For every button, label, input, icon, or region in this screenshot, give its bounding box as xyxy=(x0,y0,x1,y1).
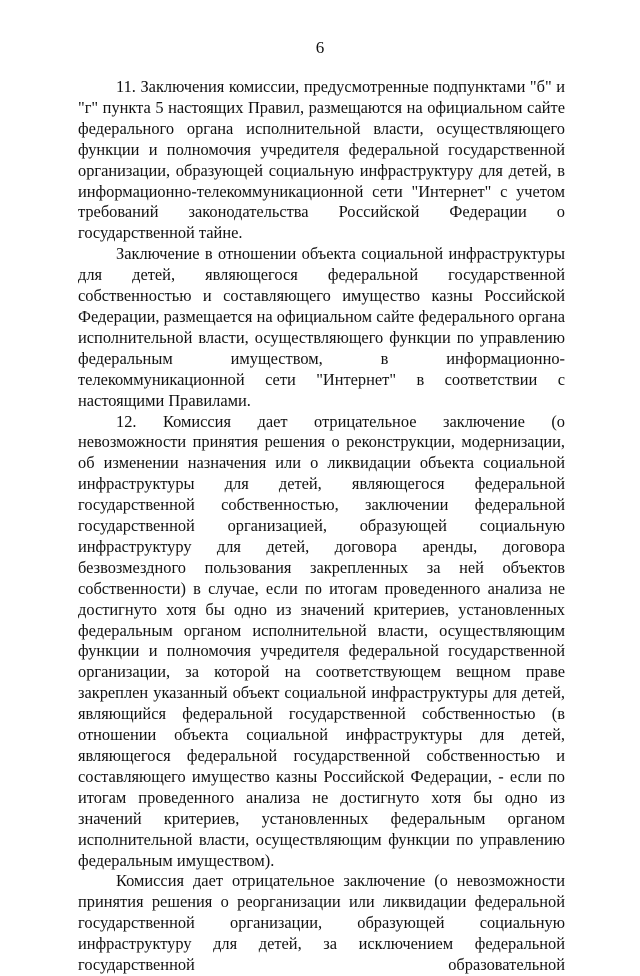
paragraph-12-continuation: Комиссия дает отрицательное заключение (о невозможности принятия решения о реорганизации или ликвидации федеральной государственной организации, образующей социальную инфраструктуру для детей, за исключением федеральной государственной образовательной xyxy=(78,871,565,975)
paragraph-11: 11. Заключения комиссии, предусмотренные подпунктами "б" и "г" пункта 5 настоящих Правил, размещаются на официальном сайте федерального органа исполнительной власти, осуществляющего функции и полномочия учредителя федеральной государственной организации, образующей социальную инфраструктуру для детей, в информационно-телекоммуникационной сети "Интернет" с учетом требований законодательства Российской Федерации о государственной тайне. xyxy=(78,77,565,243)
document-body xyxy=(78,77,565,976)
page-number: 6 xyxy=(315,38,325,57)
paragraph-12: 12. Комиссия дает отрицательное заключение (о невозможности принятия решения о реконструкции, модернизации, об изменении назначения или о ликвидации объекта социальной инфраструктуры для детей, являющегося федеральной государственной собственностью, заключении федеральной государственной организацией, образующей социальную инфраструктуру для детей, договора аренды, договора безвозмездного пользования закрепленных за ней объектов собственности) в случае, если по итогам проведенного анализа не достигнуто хотя бы одно из значений критериев, установленных федеральным органом исполнительной власти, осуществляющим функции и полномочия учредителя федеральной государственной организации, за которой на соответствующем вещном праве закреплен указанный объект социальной инфраструктуры для детей, являющийся федеральной государственной собственностью (в отношении объекта социальной инфраструктуры для детей, являющегося федеральной государственной собственностью и составляющего имущество казны Российской Федерации, - если по итогам проведенного анализа не достигнуто хотя бы одно из значений критериев, установленных федеральным органом исполнительной власти, осуществляющим функции по управлению федеральным имуществом). xyxy=(78,411,565,870)
paragraph-11-continuation: Заключение в отношении объекта социальной инфраструктуры для детей, являющегося федеральной государственной собственностью и составляющего имущество казны Российской Федерации, размещается на официальном сайте федерального органа исполнительной власти, осуществляющего функции по управлению федеральным имуществом, в информационно-телекоммуникационной сети "Интернет" в соответствии с настоящими Правилами. xyxy=(78,244,565,410)
